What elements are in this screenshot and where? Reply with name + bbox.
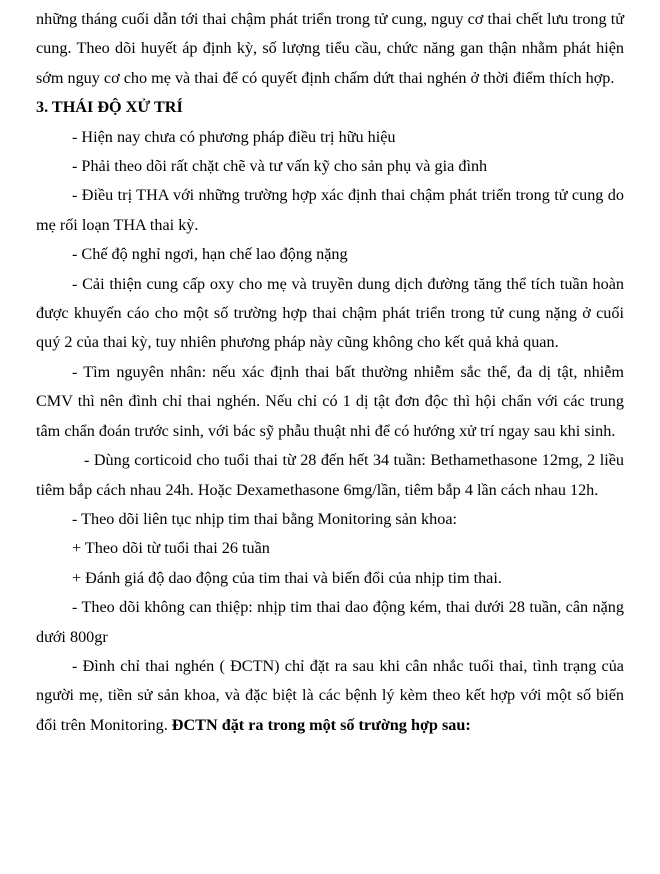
paragraph-monitoring-variability: + Đánh giá độ dao động của tim thai và biến đổi của nhịp tim thai. — [72, 568, 502, 587]
paragraph-monitoring: - Theo dõi liên tục nhịp tim thai bằng Monitoring sản khoa: — [72, 509, 457, 528]
termination-bold-text: ĐCTN đặt ra trong một số trường hợp sau: — [171, 715, 471, 734]
paragraph-rest: - Chế độ nghỉ ngơi, hạn chế lao động nặng — [72, 245, 348, 264]
paragraph-no-intervention: - Theo dõi không can thiệp: nhịp tim thai dao động kém, thai dưới 28 tuần, cân nặng dưới 800gr — [36, 598, 624, 646]
paragraph-corticoid: - Dùng corticoid cho tuổi thai từ 28 đến hết 34 tuần: Bethamethasone 12mg, 2 liều tiêm bắp cách nhau 24h. Hoặc Dexamethasone 6mg/lần, tiêm bắp 4 lần cách nhau 12h. — [36, 451, 624, 499]
paragraph-monitoring-age: + Theo dõi từ tuổi thai 26 tuần — [72, 539, 270, 558]
paragraph-oxygen: - Cải thiện cung cấp oxy cho mẹ và truyền dung dịch đường tăng thể tích tuần hoàn được khuyến cáo cho một số trường hợp thai chậm phát triển trong tử cung nặng ở cuối quý 2 của thai kỳ, tuy nhiên phương pháp này cũng không cho kết quả khả quan. — [36, 274, 624, 352]
termination-text: - Đình chỉ thai nghén ( ĐCTN) chỉ đặt ra sau khi cân nhắc tuổi thai, tình trạng của người mẹ, tiền sử sản khoa, và đặc biệt là các bệnh lý kèm theo kết hợp với một số biến đổi trên Monitoring. — [36, 656, 624, 734]
paragraph-termination — [36, 652, 624, 740]
paragraph-find-cause: - Tìm nguyên nhân: nếu xác định thai bất thường nhiễm sắc thể, đa dị tật, nhiễm CMV thì nên đình chỉ thai nghén. Nếu chỉ có 1 dị tật đơn độc thì hội chẩn với các trung tâm chẩn đoán trước sinh, với bác sỹ phẫu thuật nhi để có hướng xử trí ngay sau khi sinh. — [36, 362, 624, 440]
paragraph-continuation: những tháng cuối dẫn tới thai chậm phát triển trong tử cung, nguy cơ thai chết lưu trong tử cung. Theo dõi huyết áp định kỳ, số lượng tiểu cầu, chức năng gan thận nhằm phát hiện sớm nguy cơ cho mẹ và thai để có quyết định chấm dứt thai nghén ở thời điểm thích hợp. — [36, 10, 624, 87]
section-heading: 3. THÁI ĐỘ XỬ TRÍ — [36, 98, 183, 117]
paragraph-no-treatment: - Hiện nay chưa có phương pháp điều trị hữu hiệu — [72, 127, 396, 146]
document-page — [36, 0, 624, 740]
paragraph-monitoring-counsel: - Phải theo dõi rất chặt chẽ và tư vấn kỹ cho sản phụ và gia đình — [72, 157, 488, 176]
paragraph-treat-hypertension: - Điều trị THA với những trường hợp xác định thai chậm phát triển trong tử cung do mẹ rối loạn THA thai kỳ. — [36, 186, 624, 234]
